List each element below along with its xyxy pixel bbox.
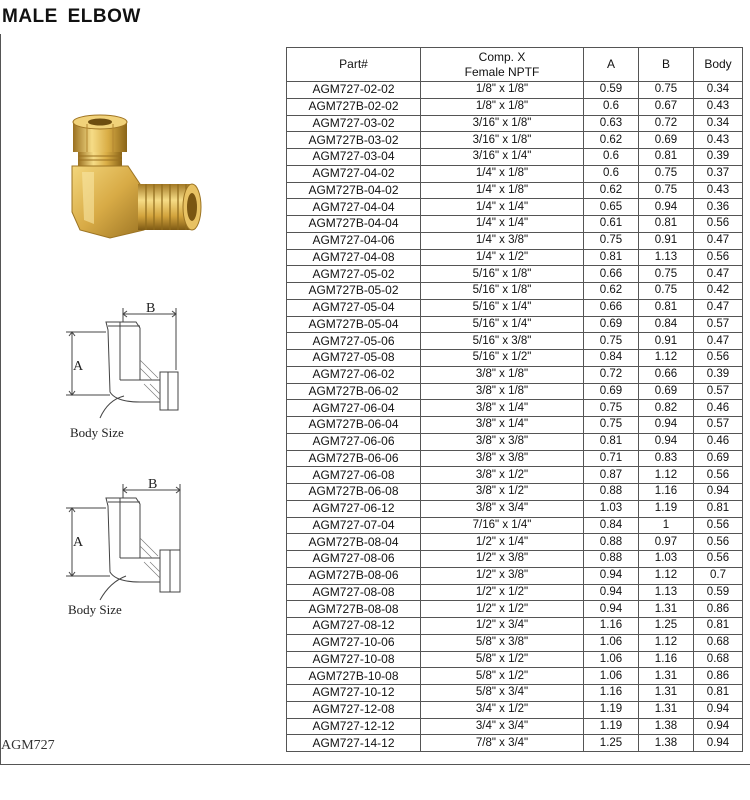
part-number-cell: AGM727-05-06 [287,333,421,350]
table-row [287,500,743,517]
table-row [287,467,743,484]
body-size-cell: 0.56 [694,551,743,568]
header-comp-line2: Female NPTF [464,64,540,79]
comp-size-cell: 5/16" x 1/2" [421,350,584,367]
comp-size-cell: 1/2" x 1/2" [421,584,584,601]
dimension-b-cell: 0.75 [639,82,694,99]
table-row [287,685,743,702]
table-row [287,618,743,635]
part-number-cell: AGM727-10-06 [287,634,421,651]
part-number-cell: AGM727-12-08 [287,701,421,718]
dimension-a-cell: 0.63 [584,115,639,132]
body-size-cell: 0.42 [694,283,743,300]
header-body: Body [694,48,743,82]
comp-size-cell: 3/4" x 3/4" [421,718,584,735]
comp-size-cell: 3/16" x 1/8" [421,115,584,132]
dimension-a-cell: 0.72 [584,366,639,383]
comp-size-cell: 5/8" x 3/8" [421,634,584,651]
dimension-b-cell: 1.16 [639,484,694,501]
body-size-cell: 0.94 [694,735,743,752]
body-size-cell: 0.39 [694,366,743,383]
comp-size-cell: 1/2" x 1/2" [421,601,584,618]
body-size-cell: 0.47 [694,232,743,249]
dimension-b-cell: 1.31 [639,668,694,685]
header-a: A [584,48,639,82]
comp-size-cell: 3/8" x 1/8" [421,383,584,400]
dimension-b-cell: 1.12 [639,350,694,367]
table-row [287,584,743,601]
dimension-a-cell: 0.94 [584,584,639,601]
comp-size-cell: 1/4" x 1/8" [421,165,584,182]
comp-size-cell: 3/8" x 3/8" [421,433,584,450]
dimension-b-cell: 1.16 [639,651,694,668]
part-number-cell: AGM727-06-12 [287,500,421,517]
dimension-b-cell: 0.94 [639,199,694,216]
table-row [287,165,743,182]
part-number-cell: AGM727-06-04 [287,400,421,417]
body-size-cell: 0.56 [694,216,743,233]
body-size-cell: 0.57 [694,316,743,333]
bottom-border-line [0,764,750,765]
dimension-diagram-2 [60,476,210,621]
table-row [287,132,743,149]
body-size-cell: 0.46 [694,400,743,417]
dimension-a-cell: 0.66 [584,266,639,283]
table-row [287,333,743,350]
dimension-a-cell: 1.19 [584,718,639,735]
dimension-a-label: A [73,359,84,374]
dimension-a-cell: 0.84 [584,517,639,534]
table-row [287,316,743,333]
comp-size-cell: 1/4" x 1/4" [421,199,584,216]
table-row [287,82,743,99]
specification-table [286,47,743,752]
table-row [287,517,743,534]
body-size-cell: 0.57 [694,383,743,400]
comp-size-cell: 1/2" x 3/8" [421,567,584,584]
table-header-row [287,48,743,82]
comp-size-cell: 5/8" x 1/2" [421,651,584,668]
table-row [287,299,743,316]
header-comp-line1: Comp. X [478,49,526,64]
table-row [287,350,743,367]
part-number-cell: AGM727B-06-06 [287,450,421,467]
dimension-b-cell: 1.19 [639,500,694,517]
dimension-a-cell: 0.6 [584,165,639,182]
dimension-a-cell: 0.59 [584,82,639,99]
part-number-cell: AGM727B-05-02 [287,283,421,300]
part-number-cell: AGM727-03-02 [287,115,421,132]
body-size-label: Body Size [70,425,124,440]
table-row [287,149,743,166]
body-size-cell: 0.47 [694,333,743,350]
comp-size-cell: 5/8" x 1/2" [421,668,584,685]
dimension-b-cell: 0.94 [639,433,694,450]
dimension-a-cell: 0.94 [584,601,639,618]
comp-size-cell: 5/16" x 1/4" [421,299,584,316]
table-row [287,417,743,434]
dimension-diagram-1 [60,300,210,445]
part-number-cell: AGM727-08-06 [287,551,421,568]
dimension-a-cell: 0.65 [584,199,639,216]
header-b: B [639,48,694,82]
male-elbow-product-photo [60,112,210,262]
dimension-a-cell: 1.16 [584,685,639,702]
table-body [287,82,743,752]
part-number-cell: AGM727-08-12 [287,618,421,635]
body-size-cell: 0.47 [694,266,743,283]
header-part: Part# [287,48,421,82]
comp-size-cell: 5/16" x 1/8" [421,283,584,300]
dimension-b-cell: 0.84 [639,316,694,333]
comp-size-cell: 7/16" x 1/4" [421,517,584,534]
table-row [287,651,743,668]
part-number-cell: AGM727-03-04 [287,149,421,166]
dimension-b-cell: 0.67 [639,98,694,115]
body-size-cell: 0.94 [694,484,743,501]
dimension-b-cell: 0.75 [639,283,694,300]
part-number-cell: AGM727B-08-06 [287,567,421,584]
body-size-label: Body Size [68,602,122,617]
comp-size-cell: 3/8" x 3/4" [421,500,584,517]
table-row [287,249,743,266]
dimension-b-cell: 0.75 [639,165,694,182]
dimension-a-cell: 0.6 [584,149,639,166]
dimension-b-cell: 1.13 [639,584,694,601]
body-size-cell: 0.47 [694,299,743,316]
part-number-cell: AGM727B-03-02 [287,132,421,149]
dimension-b-cell: 1.03 [639,551,694,568]
dimension-a-cell: 0.81 [584,249,639,266]
body-size-cell: 0.59 [694,584,743,601]
dimension-a-label: A [73,535,84,550]
comp-size-cell: 3/8" x 3/8" [421,450,584,467]
dimension-a-cell: 0.75 [584,400,639,417]
table-row [287,266,743,283]
comp-size-cell: 5/16" x 1/4" [421,316,584,333]
table-row [287,601,743,618]
dimension-b-cell: 1.25 [639,618,694,635]
comp-size-cell: 3/16" x 1/8" [421,132,584,149]
body-size-cell: 0.68 [694,651,743,668]
table-row [287,383,743,400]
body-size-cell: 0.94 [694,701,743,718]
dimension-b-label: B [146,301,156,316]
comp-size-cell: 3/8" x 1/2" [421,467,584,484]
dimension-b-cell: 1.12 [639,467,694,484]
dimension-b-cell: 1.12 [639,634,694,651]
part-number-cell: AGM727-05-02 [287,266,421,283]
table-row [287,400,743,417]
body-size-cell: 0.43 [694,98,743,115]
dimension-b-cell: 0.91 [639,333,694,350]
part-number-cell: AGM727-10-08 [287,651,421,668]
part-number-cell: AGM727B-02-02 [287,98,421,115]
body-size-cell: 0.43 [694,182,743,199]
body-size-cell: 0.86 [694,601,743,618]
body-size-cell: 0.81 [694,618,743,635]
dimension-a-cell: 0.88 [584,534,639,551]
body-size-cell: 0.56 [694,467,743,484]
body-size-cell: 0.86 [694,668,743,685]
dimension-b-cell: 0.94 [639,417,694,434]
part-number-cell: AGM727-10-12 [287,685,421,702]
comp-size-cell: 5/16" x 3/8" [421,333,584,350]
dimension-a-cell: 0.69 [584,383,639,400]
table-row [287,551,743,568]
dimension-a-cell: 0.6 [584,98,639,115]
dimension-a-cell: 0.94 [584,567,639,584]
dimension-a-cell: 0.84 [584,350,639,367]
table-row [287,668,743,685]
dimension-b-cell: 1.12 [639,567,694,584]
body-size-cell: 0.56 [694,350,743,367]
part-number-cell: AGM727B-10-08 [287,668,421,685]
dimension-a-cell: 0.88 [584,484,639,501]
table-row [287,433,743,450]
body-size-cell: 0.37 [694,165,743,182]
part-number-cell: AGM727-06-02 [287,366,421,383]
dimension-b-cell: 1.38 [639,735,694,752]
comp-size-cell: 1/8" x 1/8" [421,82,584,99]
dimension-a-cell: 0.62 [584,182,639,199]
body-size-cell: 0.7 [694,567,743,584]
dimension-a-cell: 1.06 [584,634,639,651]
part-number-cell: AGM727B-08-08 [287,601,421,618]
comp-size-cell: 1/8" x 1/8" [421,98,584,115]
dimension-b-cell: 1 [639,517,694,534]
body-size-cell: 0.94 [694,718,743,735]
body-size-cell: 0.46 [694,433,743,450]
dimension-a-cell: 1.19 [584,701,639,718]
left-border-line [0,34,1,764]
dimension-a-cell: 0.75 [584,232,639,249]
part-number-cell: AGM727B-05-04 [287,316,421,333]
table-row [287,182,743,199]
comp-size-cell: 5/8" x 3/4" [421,685,584,702]
dimension-b-cell: 0.66 [639,366,694,383]
table-row [287,534,743,551]
comp-size-cell: 3/16" x 1/4" [421,149,584,166]
body-size-cell: 0.69 [694,450,743,467]
dimension-b-cell: 0.91 [639,232,694,249]
dimension-b-cell: 0.69 [639,383,694,400]
table-row [287,567,743,584]
part-number-cell: AGM727B-04-04 [287,216,421,233]
comp-size-cell: 5/16" x 1/8" [421,266,584,283]
comp-size-cell: 3/8" x 1/2" [421,484,584,501]
dimension-b-cell: 0.83 [639,450,694,467]
header-comp-x-female-nptf [421,48,584,82]
part-number-cell: AGM727B-06-04 [287,417,421,434]
dimension-b-cell: 0.97 [639,534,694,551]
body-size-cell: 0.68 [694,634,743,651]
table-row [287,701,743,718]
dimension-b-cell: 0.75 [639,266,694,283]
part-number-cell: AGM727-07-04 [287,517,421,534]
page-title: MALE ELBOW [2,6,141,27]
dimension-b-cell: 0.69 [639,132,694,149]
dimension-b-cell: 0.81 [639,299,694,316]
body-size-cell: 0.81 [694,685,743,702]
part-number-cell: AGM727B-08-04 [287,534,421,551]
table-row [287,115,743,132]
comp-size-cell: 3/8" x 1/4" [421,417,584,434]
table-row [287,232,743,249]
comp-size-cell: 1/2" x 3/4" [421,618,584,635]
part-number-cell: AGM727B-06-02 [287,383,421,400]
body-size-cell: 0.81 [694,500,743,517]
dimension-a-cell: 0.75 [584,333,639,350]
table-row [287,735,743,752]
dimension-b-cell: 0.81 [639,216,694,233]
dimension-a-cell: 0.81 [584,433,639,450]
comp-size-cell: 1/4" x 1/2" [421,249,584,266]
dimension-b-cell: 1.31 [639,601,694,618]
comp-size-cell: 3/8" x 1/8" [421,366,584,383]
part-number-cell: AGM727-04-08 [287,249,421,266]
part-number-cell: AGM727-02-02 [287,82,421,99]
dimension-b-cell: 1.38 [639,718,694,735]
dimension-a-cell: 1.16 [584,618,639,635]
dimension-a-cell: 0.62 [584,132,639,149]
dimension-b-cell: 0.75 [639,182,694,199]
dimension-b-cell: 1.31 [639,685,694,702]
dimension-b-cell: 0.81 [639,149,694,166]
body-size-cell: 0.57 [694,417,743,434]
dimension-a-cell: 1.06 [584,651,639,668]
table-row [287,216,743,233]
dimension-a-cell: 0.66 [584,299,639,316]
part-number-cell: AGM727-12-12 [287,718,421,735]
table-row [287,98,743,115]
dimension-a-cell: 1.03 [584,500,639,517]
dimension-b-label: B [148,477,158,492]
part-number-cell: AGM727B-06-08 [287,484,421,501]
body-size-cell: 0.36 [694,199,743,216]
dimension-a-cell: 0.62 [584,283,639,300]
dimension-a-cell: 0.88 [584,551,639,568]
series-label: AGM727 [1,738,55,753]
part-number-cell: AGM727-06-06 [287,433,421,450]
comp-size-cell: 7/8" x 3/4" [421,735,584,752]
body-size-cell: 0.39 [694,149,743,166]
table-row [287,366,743,383]
body-size-cell: 0.34 [694,82,743,99]
dimension-a-cell: 1.06 [584,668,639,685]
part-number-cell: AGM727B-04-02 [287,182,421,199]
dimension-b-cell: 0.72 [639,115,694,132]
dimension-b-cell: 1.13 [639,249,694,266]
body-size-cell: 0.56 [694,534,743,551]
part-number-cell: AGM727-04-04 [287,199,421,216]
comp-size-cell: 3/8" x 1/4" [421,400,584,417]
dimension-b-cell: 1.31 [639,701,694,718]
part-number-cell: AGM727-05-04 [287,299,421,316]
comp-size-cell: 1/4" x 3/8" [421,232,584,249]
dimension-b-cell: 0.82 [639,400,694,417]
part-number-cell: AGM727-06-08 [287,467,421,484]
dimension-a-cell: 0.71 [584,450,639,467]
dimension-a-cell: 0.61 [584,216,639,233]
body-size-cell: 0.43 [694,132,743,149]
part-number-cell: AGM727-04-06 [287,232,421,249]
part-number-cell: AGM727-08-08 [287,584,421,601]
comp-size-cell: 1/4" x 1/8" [421,182,584,199]
dimension-a-cell: 0.69 [584,316,639,333]
part-number-cell: AGM727-05-08 [287,350,421,367]
table-row [287,484,743,501]
part-number-cell: AGM727-04-02 [287,165,421,182]
comp-size-cell: 3/4" x 1/2" [421,701,584,718]
table-row [287,283,743,300]
body-size-cell: 0.34 [694,115,743,132]
table-row [287,718,743,735]
dimension-a-cell: 0.75 [584,417,639,434]
table-row [287,634,743,651]
table-row [287,199,743,216]
body-size-cell: 0.56 [694,517,743,534]
comp-size-cell: 1/4" x 1/4" [421,216,584,233]
body-size-cell: 0.56 [694,249,743,266]
comp-size-cell: 1/2" x 1/4" [421,534,584,551]
table-row [287,450,743,467]
comp-size-cell: 1/2" x 3/8" [421,551,584,568]
dimension-a-cell: 0.87 [584,467,639,484]
dimension-a-cell: 1.25 [584,735,639,752]
part-number-cell: AGM727-14-12 [287,735,421,752]
